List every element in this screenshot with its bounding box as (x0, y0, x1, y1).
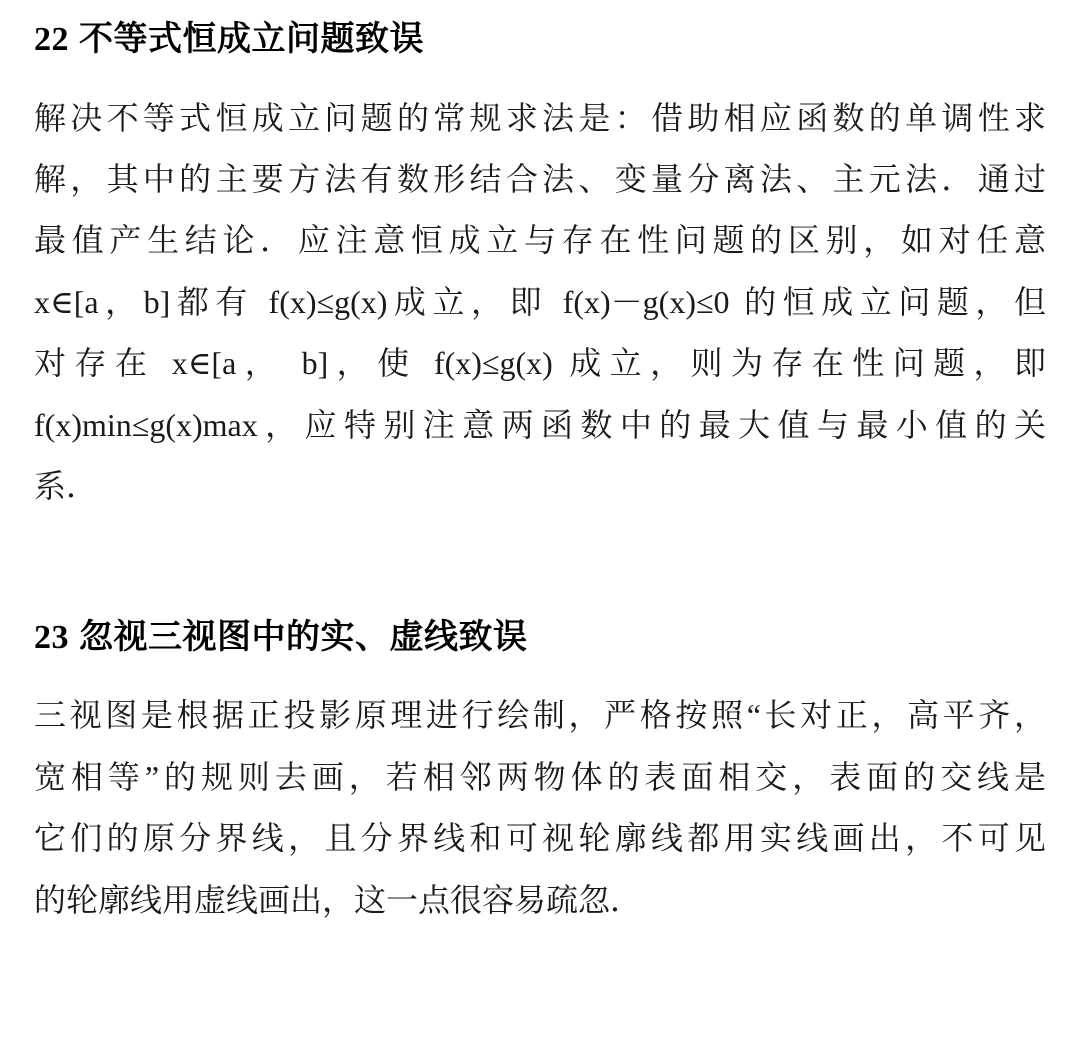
text-line: 宽相等”的规则去画，若相邻两物体的表面相交，表面的交线是 (34, 758, 1046, 795)
section-22-number: 22 (34, 21, 69, 58)
section-23 (34, 614, 1046, 931)
section-22-heading (34, 16, 1046, 64)
text-line: 最值产生结论．应注意恒成立与存在性问题的区别，如对任意 (34, 222, 1046, 259)
text-line: 系． (34, 468, 99, 505)
section-23-number: 23 (34, 618, 69, 656)
section-23-heading (34, 614, 1046, 662)
text-line: 解，其中的主要方法有数形结合法、变量分离法、主元法．通过 (34, 161, 1046, 198)
section-23-paragraph (34, 685, 1046, 931)
section-22-paragraph (34, 88, 1046, 518)
section-23-title: 忽视三视图中的实、虚线致误 (79, 618, 528, 656)
text-line: 它们的原分界线，且分界线和可视轮廓线都用实线画出，不可见 (34, 820, 1046, 857)
text-line: 解决不等式恒成立问题的常规求法是：借助相应函数的单调性求 (34, 99, 1046, 136)
section-22-title: 不等式恒成立问题致误 (79, 21, 424, 58)
text-line: x∈[a，b]都有 f(x)≤g(x)成立，即 f(x)－g(x)≤0 的恒成立问题，但 (34, 283, 1046, 320)
text-line: 三视图是根据正投影原理进行绘制，严格按照“长对正，高平齐， (34, 697, 1046, 734)
text-line: 对存在 x∈[a， b]，使 f(x)≤g(x) 成立，则为存在性问题，即 (34, 345, 1046, 382)
text-line: 的轮廓线用虚线画出，这一点很容易疏忽． (34, 881, 643, 918)
section-22 (34, 16, 1046, 518)
text-line: f(x)min≤g(x)max，应特别注意两函数中的最大值与最小值的关 (34, 406, 1046, 443)
